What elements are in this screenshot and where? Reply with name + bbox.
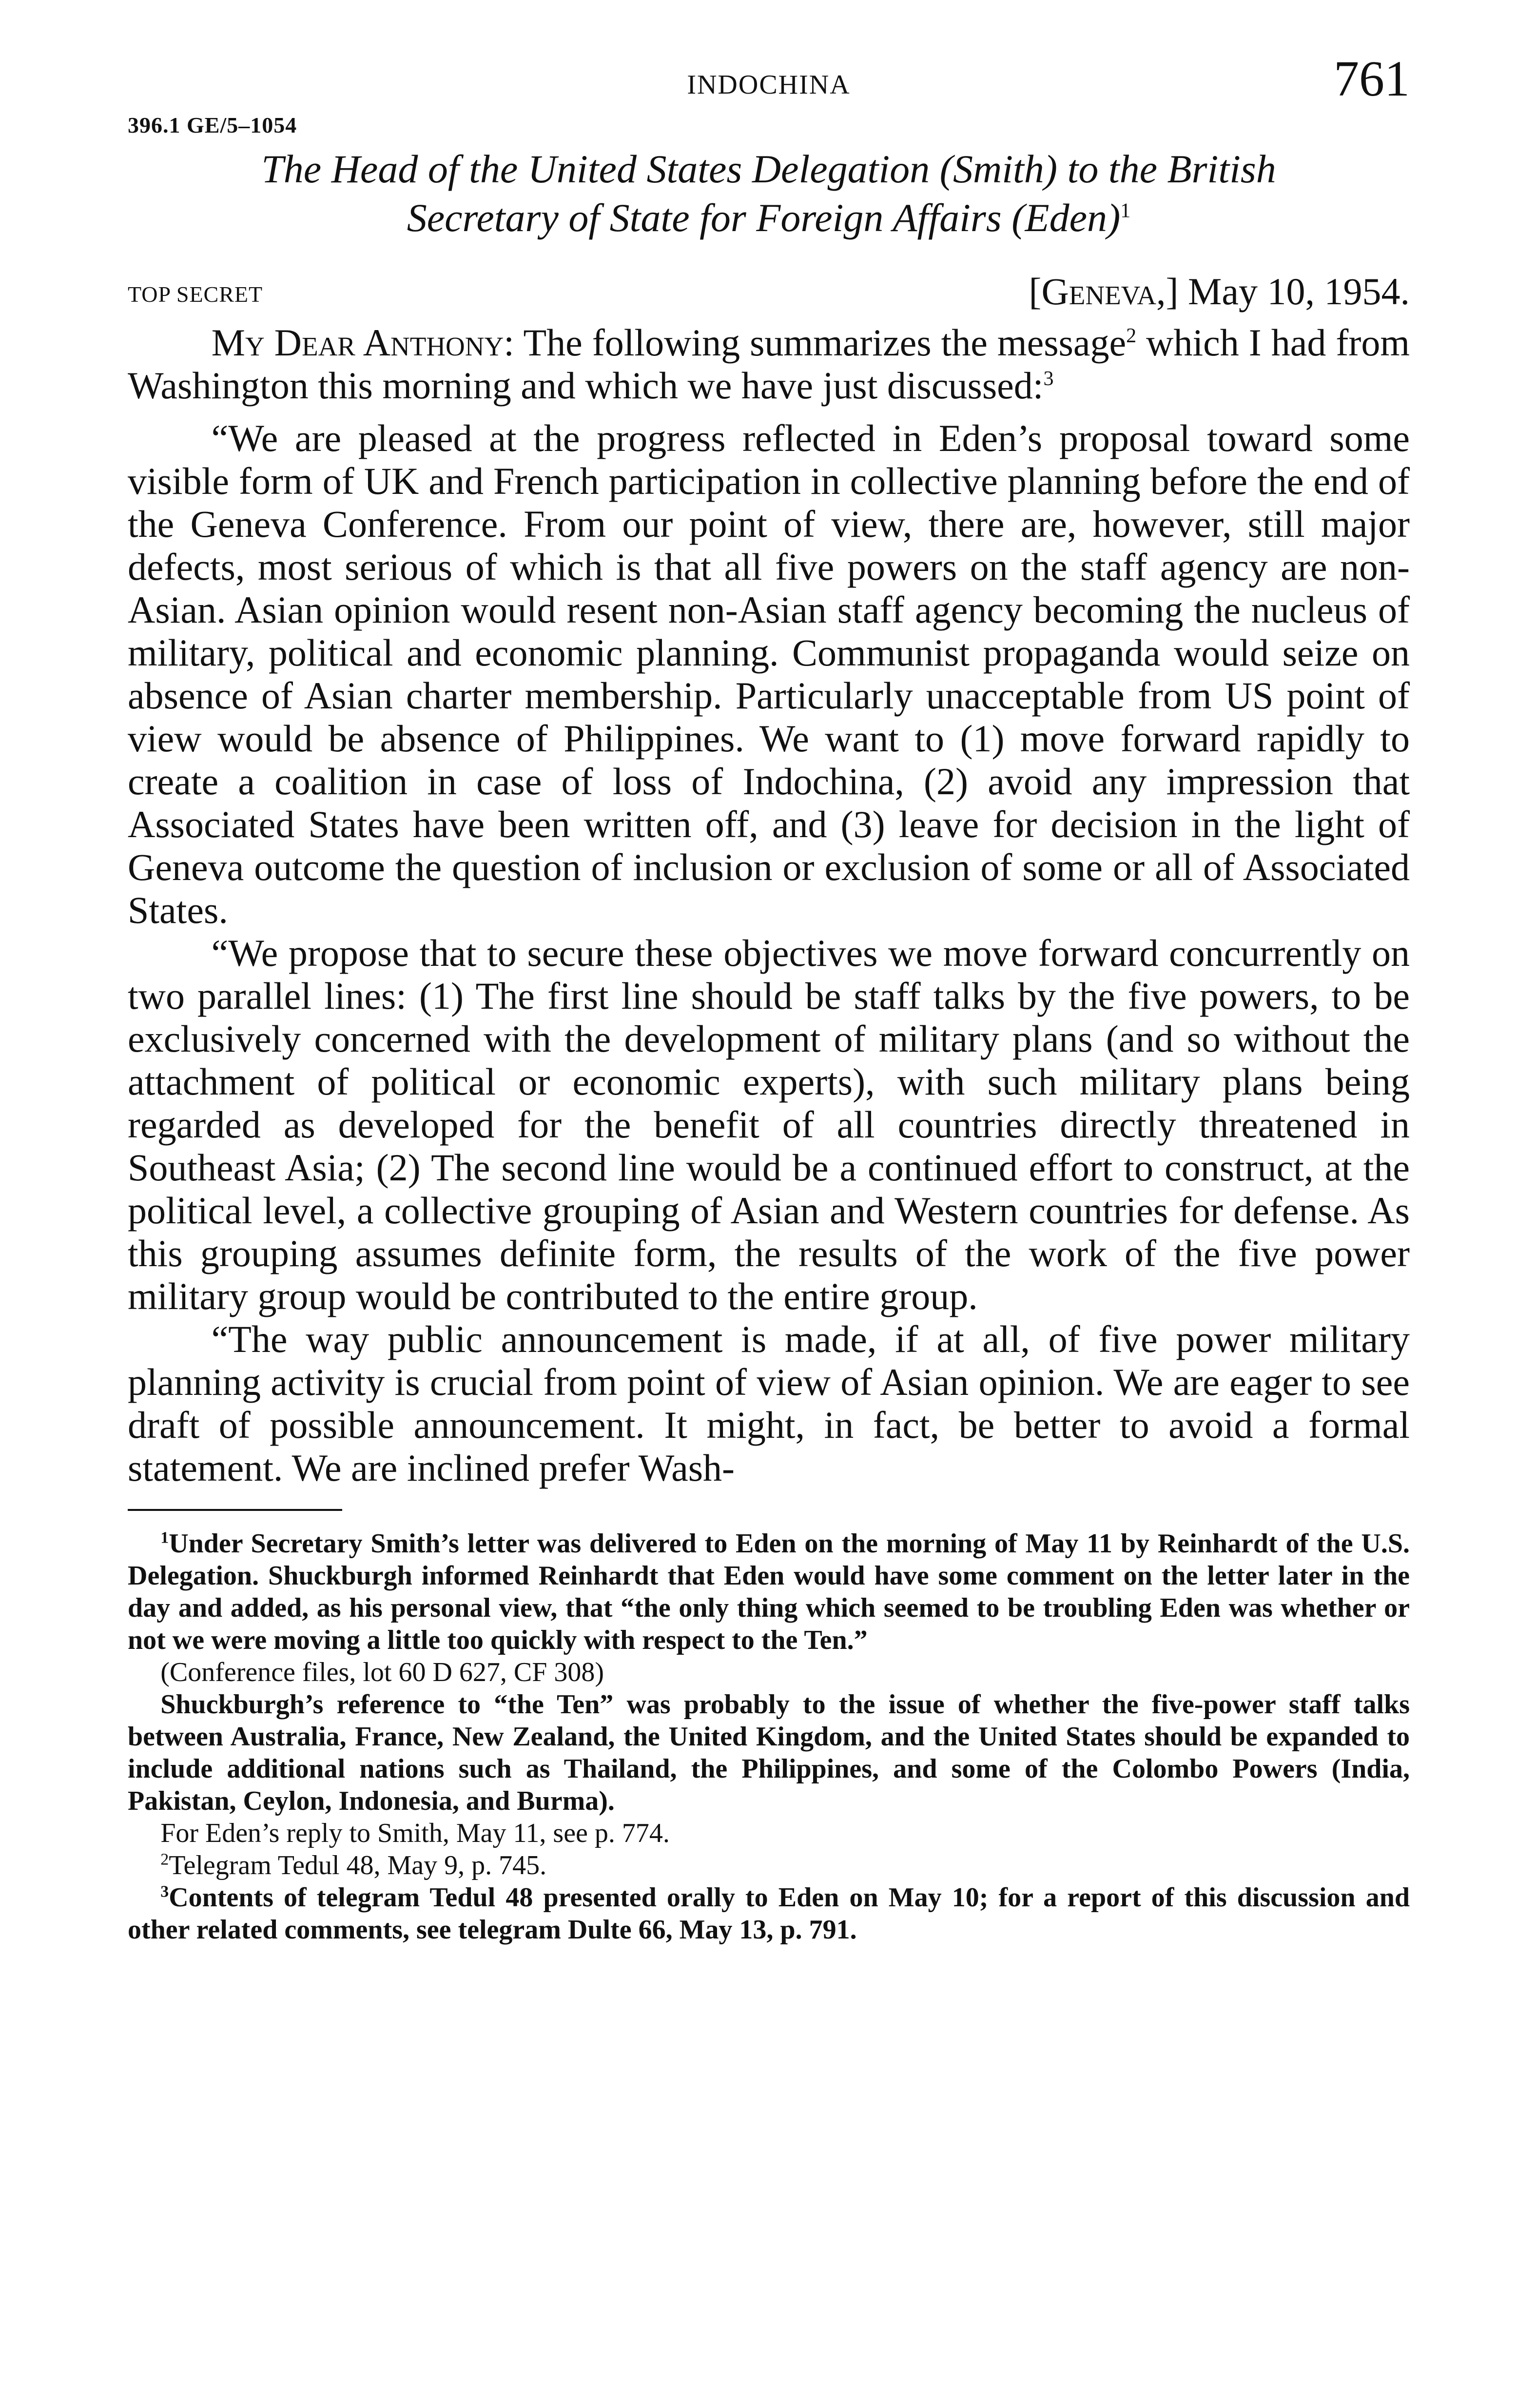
intro-text-a: The following summarizes the message: [514, 321, 1127, 364]
footnote-3: [128, 1881, 1410, 1946]
footnote-2-number: 2: [160, 1850, 169, 1869]
footnotes: [128, 1527, 1410, 1946]
footnote-1-continuation: Shuckburgh’s reference to “the Ten” was probably to the issue of whether the five-power staff talks between Australia, France, New Zealand, the United Kingdom, and the United States should be expanded to include additional nations such as Thailand, the Philippines, and some of the Colombo Powers (India, Pakistan, Ceylon, Indonesia, and Burma).: [128, 1689, 1410, 1816]
title-line-1: The Head of the United States Delegation (Smith) to the British: [261, 147, 1276, 191]
running-header: [128, 51, 1410, 107]
paragraph-3: “The way public announcement is made, if at all, of five power military planning activity is crucial from point of view of Asian opinion. We are eager to see draft of possible announcement. It might, in fact, be better to avoid a formal statement. We are inclined prefer Wash-: [128, 1318, 1410, 1489]
footnote-3-number: 3: [160, 1882, 169, 1901]
footnote-2-text: Telegram Tedul 48, May 9, p. 745.: [169, 1850, 547, 1880]
footnote-3-text: Contents of telegram Tedul 48 presented orally to Eden on May 10; for a report of this discussion and other related comments, see telegram Dulte 66, May 13, p. 791.: [128, 1882, 1410, 1945]
footnote-ref-2: 2: [1126, 325, 1137, 347]
title-line-2: Secretary of State for Foreign Affairs (Eden): [407, 196, 1121, 240]
place: [Geneva,]: [1029, 270, 1179, 313]
footnote-ref-3: 3: [1043, 368, 1054, 390]
letter-body: [128, 321, 1410, 1489]
document-page: [128, 51, 1410, 1946]
intro-paragraph: [128, 321, 1410, 407]
paragraph-2: “We propose that to secure these objectives we move forward concurrently on two parallel lines: (1) The first line should be staff talks by the five powers, to be exclusively concerned with the development of military plans (and so without the attachment of political or economic experts), with such military plans being regarded as developed for the benefit of all countries directly threatened in Southeast Asia; (2) The second line would be a continued effort to construct, at the political level, a collective grouping of Asian and Western countries for defense. As this grouping assumes definite form, the results of the work of the five power military group would be contributed to the entire group.: [128, 932, 1410, 1317]
file-number: 396.1 GE/5–1054: [128, 113, 297, 137]
footnote-1-text: Under Secretary Smith’s letter was delivered to Eden on the morning of May 11 by Reinhardt of the U.S. Delegation. Shuckburgh informed Reinhardt that Eden would have some comment on the letter later in the day and added, as his personal view, that “the only thing which seemed to be troubling Eden was whether or not we were moving a little too quickly with respect to the Ten.”: [128, 1528, 1410, 1655]
footnote-1-source: (Conference files, lot 60 D 627, CF 308): [160, 1657, 604, 1687]
intro-text-b: which I had from Washington this morning and which we have just discussed:: [128, 321, 1410, 407]
running-title: INDOCHINA: [687, 70, 851, 100]
footnote-divider: [128, 1509, 342, 1511]
place-date: [1029, 270, 1410, 313]
footnote-1: [128, 1527, 1410, 1656]
footnote-1-number: 1: [160, 1528, 169, 1547]
page-number: 761: [1334, 51, 1410, 107]
salutation: My Dear Anthony:: [211, 321, 514, 364]
date: May 10, 1954.: [1178, 270, 1410, 313]
classification-label: TOP SECRET: [128, 282, 263, 307]
dateline: [128, 270, 1410, 313]
footnote-1-reply: For Eden’s reply to Smith, May 11, see p. 774.: [160, 1818, 670, 1848]
footnote-2: [128, 1849, 1410, 1881]
paragraph-1: “We are pleased at the progress reflected in Eden’s proposal toward some visible form of UK and French participation in collective planning before the end of the Geneva Conference. From our point of view, there are, however, still major defects, most serious of which is that all five powers on the staff agency are non-Asian. Asian opinion would resent non-Asian staff agency becoming the nucleus of military, political and economic planning. Communist propaganda would seize on absence of Asian charter membership. Particularly unacceptable from US point of view would be absence of Philippines. We want to (1) move forward rapidly to create a coalition in case of loss of Indochina, (2) avoid any impression that Associated States have been written off, and (3) leave for decision in the light of Geneva outcome the question of inclusion or exclusion of some or all of Associated States.: [128, 417, 1410, 931]
document-title: [128, 145, 1410, 242]
title-footnote-ref: 1: [1120, 199, 1131, 222]
